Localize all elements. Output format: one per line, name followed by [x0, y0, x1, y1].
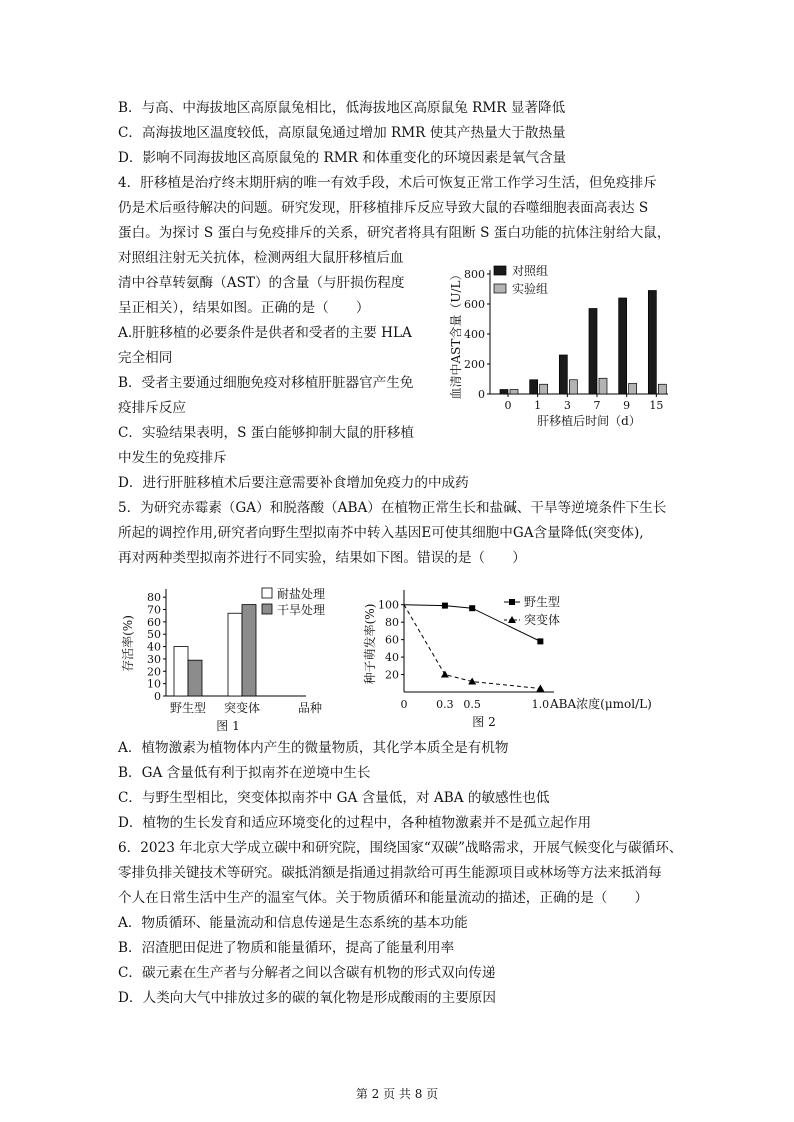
- text-line: D．进行肝脏移植术后要注意需要补食增加免疫力的中成药: [118, 475, 469, 491]
- text-line: A．植物激素为植物体内产生的微量物质，其化学本质全是有机物: [118, 740, 509, 756]
- y-tick-label: 30: [147, 652, 161, 666]
- y-tick-label: 10: [147, 677, 161, 691]
- bar-control: [648, 291, 656, 395]
- text-line: 个人在日常生活中生产的温室气体。关于物质循环和能量流动的描述，正确的是（ ）: [118, 890, 649, 906]
- bar-salt: [174, 647, 188, 696]
- bar-experiment: [569, 380, 577, 394]
- page-footer: 第 2 页 共 8 页: [355, 1087, 439, 1101]
- x-tick-label: 7: [593, 399, 601, 412]
- data-point-square: [537, 638, 543, 644]
- bar-experiment: [599, 378, 607, 394]
- y-tick-label: 0: [154, 690, 161, 703]
- text-line: 所起的调控作用,研究者向野生型拟南芥中转入基因E可使其细胞中GA含量降低(突变体),: [118, 525, 644, 541]
- germination-line-chart: [360, 588, 652, 734]
- text-line: 再对两种类型拟南芥进行不同实验，结果如下图。错误的是（ ）: [118, 550, 526, 566]
- text-line: B．受者主要通过细胞免疫对移植肝脏器官产生免: [118, 375, 414, 391]
- y-tick-label: 70: [147, 603, 161, 617]
- text-line: 6．2023 年北京大学成立碳中和研究院，围绕国家“双碳”战略需求，开展气候变化与碳循环、: [118, 840, 683, 856]
- bar-control: [530, 380, 538, 394]
- y-tick-label: 600: [464, 298, 485, 311]
- legend-swatch: [262, 588, 272, 598]
- bar-control: [500, 390, 508, 395]
- bar-salt: [228, 613, 242, 696]
- text-line: 呈正相关），结果如图。正确的是（ ）: [118, 300, 370, 316]
- legend-label: 野生型: [524, 595, 561, 609]
- legend-swatch: [494, 284, 506, 293]
- x-tick-label: 0: [504, 399, 512, 412]
- legend-label: 实验组: [512, 282, 549, 296]
- y-tick-label: 400: [464, 328, 485, 341]
- text-line: D．植物的生长发育和适应环境变化的过程中，各种植物激素并不是孤立起作用: [118, 815, 592, 831]
- y-tick-label: 80: [147, 591, 161, 605]
- x-axis-label: 品种: [298, 701, 323, 715]
- bar-experiment: [658, 384, 666, 394]
- y-axis-label: 种子萌发率(%): [363, 603, 377, 685]
- text-line: D．影响不同海拔地区高原鼠兔的 RMR 和体重变化的环境因素是氧气含量: [118, 150, 567, 166]
- text-line: B．GA 含量低有利于拟南芥在逆境中生长: [118, 765, 371, 781]
- bar-drought: [188, 660, 202, 696]
- y-tick-label: 60: [385, 633, 399, 647]
- text-line: 完全相同: [118, 350, 173, 366]
- legend-swatch: [262, 604, 272, 614]
- x-tick-label: 野生型: [169, 701, 207, 715]
- data-point-square: [469, 605, 475, 611]
- text-line: 5．为研究赤霉素（GA）和脱落酸（ABA）在植物正常生长和盐碱、干旱等逆境条件下生长: [118, 500, 667, 516]
- y-tick-label: 200: [464, 358, 485, 371]
- text-line: 蛋白。为探讨 S 蛋白与免疫排斥的关系，研究者将具有阻断 S 蛋白功能的抗体注射给大鼠，: [118, 225, 671, 241]
- y-tick-label: 60: [147, 615, 161, 629]
- survival-bar-chart: [118, 580, 368, 732]
- text-line: C．实验结果表明，S 蛋白能够抑制大鼠的肝移植: [118, 425, 414, 441]
- text-line: 仍是术后亟待解决的问题。研究发现，肝移植排斥反应导致大鼠的吞噬细胞表面高表达 S: [118, 200, 649, 216]
- y-axis-label: 存活率(%): [121, 615, 135, 672]
- text-line: 清中谷草转氨酶（AST）的含量（与肝损伤程度: [118, 275, 405, 291]
- bar-control: [589, 309, 597, 395]
- text-line: A.肝脏移植的必要条件是供者和受者的主要 HLA: [118, 325, 412, 341]
- x-tick-label: 15: [649, 399, 664, 412]
- y-tick-label: 50: [147, 628, 161, 642]
- bar-control: [559, 355, 567, 394]
- figure-caption: 图 2: [472, 715, 496, 729]
- y-tick-label: 800: [464, 268, 485, 281]
- y-tick-label: 80: [385, 616, 399, 630]
- ast-bar-chart: [440, 258, 680, 430]
- x-tick-label: 3: [563, 399, 571, 412]
- figure-caption: 图 1: [216, 719, 240, 733]
- text-line: A．物质循环、能量流动和信息传递是生态系统的基本功能: [118, 915, 468, 931]
- y-tick-label: 0: [478, 388, 485, 401]
- text-line: B．与高、中海拔地区高原鼠兔相比，低海拔地区高原鼠兔 RMR 显著降低: [118, 100, 566, 116]
- legend-label: 耐盐处理: [277, 587, 326, 601]
- x-tick-label: 突变体: [223, 701, 261, 715]
- text-line: D．人类向大气中排放过多的碳的氧化物是形成酸雨的主要原因: [118, 990, 496, 1006]
- legend-label: 对照组: [512, 264, 549, 278]
- text-line: C．与野生型相比，突变体拟南芥中 GA 含量低，对 ABA 的敏感性也低: [118, 790, 550, 806]
- text-line: C．高海拔地区温度较低，高原鼠兔通过增加 RMR 使其产热量大于散热量: [118, 125, 566, 141]
- text-line: 中发生的免疫排斥: [118, 450, 227, 466]
- x-axis-label: ABA浓度(μmol/L): [550, 697, 652, 711]
- data-point-square: [442, 603, 448, 609]
- legend-swatch: [494, 266, 506, 275]
- y-tick-label: 20: [147, 665, 161, 679]
- bar-experiment: [510, 390, 518, 395]
- legend-label: 突变体: [524, 613, 561, 627]
- data-point-triangle: [536, 685, 544, 692]
- x-axis-label: 肝移植后时间（d）: [537, 414, 641, 428]
- bar-experiment: [540, 384, 548, 394]
- x-tick-label: 0.5: [463, 698, 481, 711]
- y-tick-label: 20: [385, 668, 399, 682]
- text-line: 零排负排关键技术等研究。碳抵消额是指通过捐款给可再生能源项目或林场等方法来抵消每: [118, 865, 662, 881]
- text-line: 疫排斥反应: [118, 400, 186, 416]
- y-tick-label: 40: [385, 651, 399, 665]
- y-tick-label: 40: [147, 640, 161, 654]
- text-line: 对照组注射无关抗体，检测两组大鼠肝移植后血: [118, 250, 404, 266]
- legend-marker: [509, 599, 515, 605]
- legend-label: 干旱处理: [277, 603, 326, 617]
- text-line: B．沼渣肥田促进了物质和能量循环，提高了能量利用率: [118, 940, 455, 956]
- x-tick-label: 0: [400, 698, 408, 711]
- bar-control: [619, 298, 627, 394]
- x-tick-label: 1.0: [531, 698, 550, 711]
- text-line: C．碳元素在生产者与分解者之间以含碳有机物的形式双向传递: [118, 965, 496, 981]
- series-line: [404, 605, 540, 689]
- data-point-triangle: [441, 671, 449, 678]
- y-tick-label: 100: [378, 598, 399, 612]
- bar-drought: [242, 605, 256, 696]
- x-tick-label: 1: [534, 399, 542, 412]
- y-axis-label: 血清中AST含量（U/L）: [449, 268, 463, 400]
- text-line: 4．肝移植是治疗终末期肝病的唯一有效手段，术后可恢复正常工作学习生活，但免疫排斥: [118, 175, 657, 191]
- x-tick-label: 9: [623, 399, 631, 412]
- bar-experiment: [629, 384, 637, 395]
- x-tick-label: 0.3: [436, 698, 454, 711]
